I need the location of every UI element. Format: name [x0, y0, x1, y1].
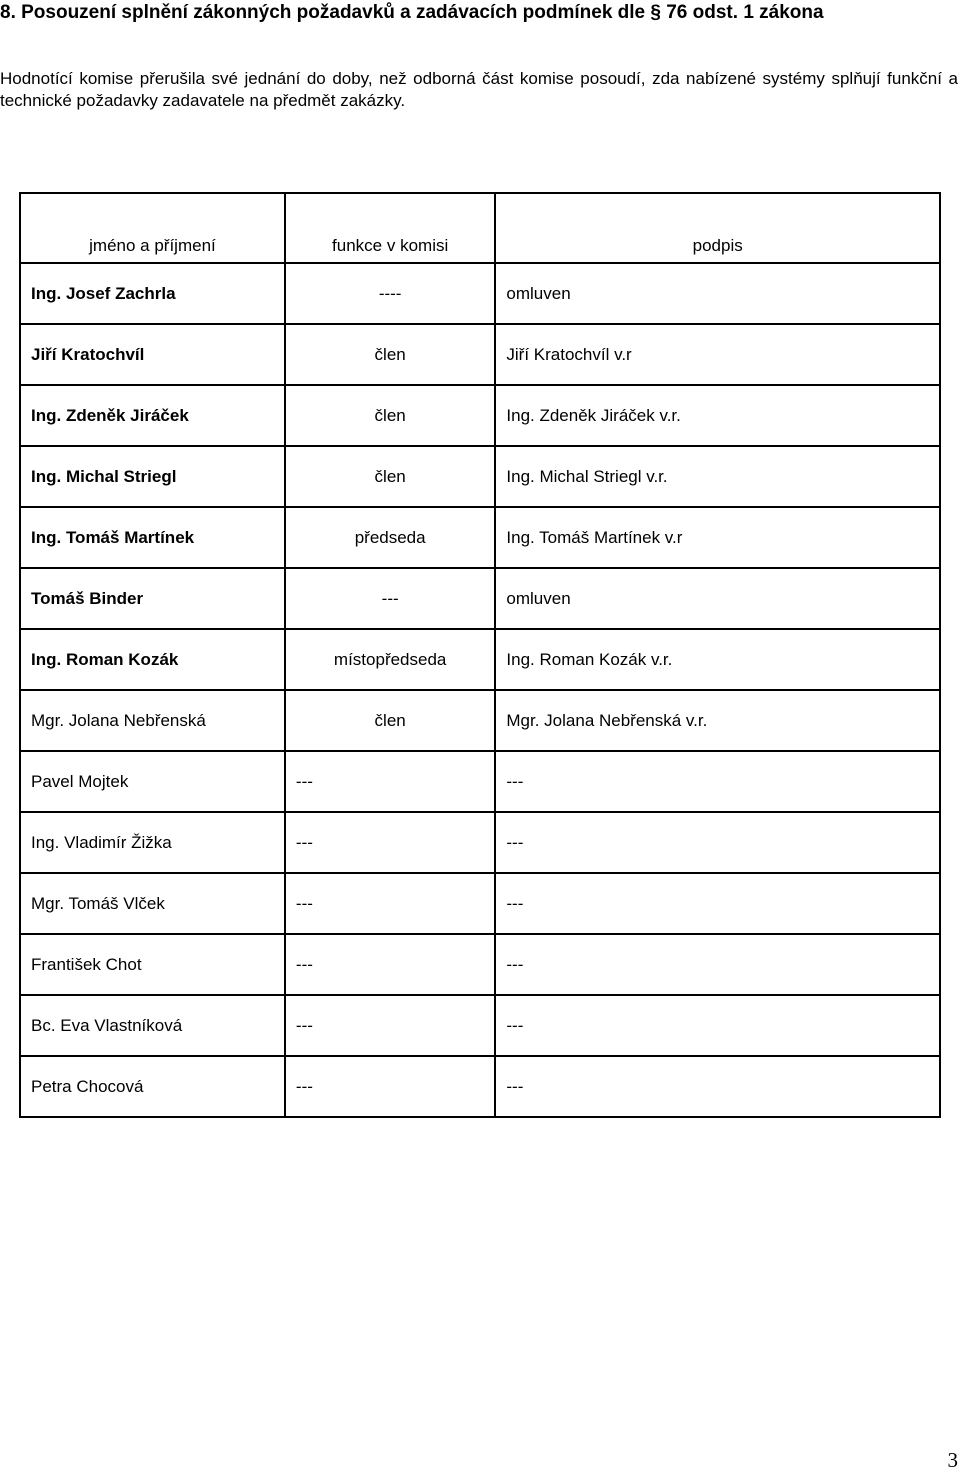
- member-role: ---: [285, 568, 495, 629]
- table-header-row: [20, 193, 940, 263]
- member-signature: ---: [495, 812, 940, 873]
- member-name: Ing. Michal Striegl: [20, 446, 285, 507]
- table-row: [20, 934, 940, 995]
- member-signature: Ing. Zdeněk Jiráček v.r.: [495, 385, 940, 446]
- table-row: [20, 812, 940, 873]
- member-name: Ing. Roman Kozák: [20, 629, 285, 690]
- member-name: Ing. Zdeněk Jiráček: [20, 385, 285, 446]
- member-role: předseda: [285, 507, 495, 568]
- member-name: Mgr. Jolana Nebřenská: [20, 690, 285, 751]
- member-role: člen: [285, 690, 495, 751]
- member-name: Ing. Tomáš Martínek: [20, 507, 285, 568]
- table-row: [20, 873, 940, 934]
- intro-paragraph: Hodnotící komise přerušila své jednání do doby, než odborná část komise posoudí, zda nabízené systémy splňují funkční a technické požadavky zadavatele na předmět zakázky.: [0, 69, 958, 110]
- member-signature: ---: [495, 751, 940, 812]
- member-role: místopředseda: [285, 629, 495, 690]
- member-name: Tomáš Binder: [20, 568, 285, 629]
- member-name: Bc. Eva Vlastníková: [20, 995, 285, 1056]
- table-row: [20, 507, 940, 568]
- header-role: funkce v komisi: [285, 193, 495, 263]
- table-row: [20, 690, 940, 751]
- member-signature: Mgr. Jolana Nebřenská v.r.: [495, 690, 940, 751]
- member-name: František Chot: [20, 934, 285, 995]
- member-role: ---: [285, 1056, 495, 1117]
- member-role: ---: [285, 873, 495, 934]
- member-role: ---: [285, 934, 495, 995]
- member-name: Petra Chocová: [20, 1056, 285, 1117]
- member-signature: omluven: [495, 568, 940, 629]
- section-heading: 8. Posouzení splnění zákonných požadavků a zadávacích podmínek dle § 76 odst. 1 zákona: [0, 2, 824, 23]
- member-signature: omluven: [495, 263, 940, 324]
- member-name: Jiří Kratochvíl: [20, 324, 285, 385]
- table-row: [20, 568, 940, 629]
- table-row: [20, 385, 940, 446]
- header-name: jméno a příjmení: [20, 193, 285, 263]
- member-role: ----: [285, 263, 495, 324]
- table-row: [20, 995, 940, 1056]
- member-role: člen: [285, 446, 495, 507]
- table-row: [20, 751, 940, 812]
- table-row: [20, 446, 940, 507]
- commission-table: [19, 192, 941, 1118]
- table-row: [20, 324, 940, 385]
- member-signature: ---: [495, 934, 940, 995]
- table-row: [20, 629, 940, 690]
- header-signature: podpis: [495, 193, 940, 263]
- member-role: ---: [285, 995, 495, 1056]
- member-signature: Ing. Roman Kozák v.r.: [495, 629, 940, 690]
- member-role: ---: [285, 751, 495, 812]
- member-signature: ---: [495, 873, 940, 934]
- member-name: Ing. Vladimír Žižka: [20, 812, 285, 873]
- member-name: Mgr. Tomáš Vlček: [20, 873, 285, 934]
- member-name: Pavel Mojtek: [20, 751, 285, 812]
- member-signature: Ing. Tomáš Martínek v.r: [495, 507, 940, 568]
- table-row: [20, 263, 940, 324]
- member-name: Ing. Josef Zachrla: [20, 263, 285, 324]
- member-role: člen: [285, 324, 495, 385]
- member-signature: ---: [495, 995, 940, 1056]
- member-signature: ---: [495, 1056, 940, 1117]
- member-role: člen: [285, 385, 495, 446]
- table-row: [20, 1056, 940, 1117]
- member-signature: Jiří Kratochvíl v.r: [495, 324, 940, 385]
- member-signature: Ing. Michal Striegl v.r.: [495, 446, 940, 507]
- page-number: 3: [947, 1448, 958, 1472]
- member-role: ---: [285, 812, 495, 873]
